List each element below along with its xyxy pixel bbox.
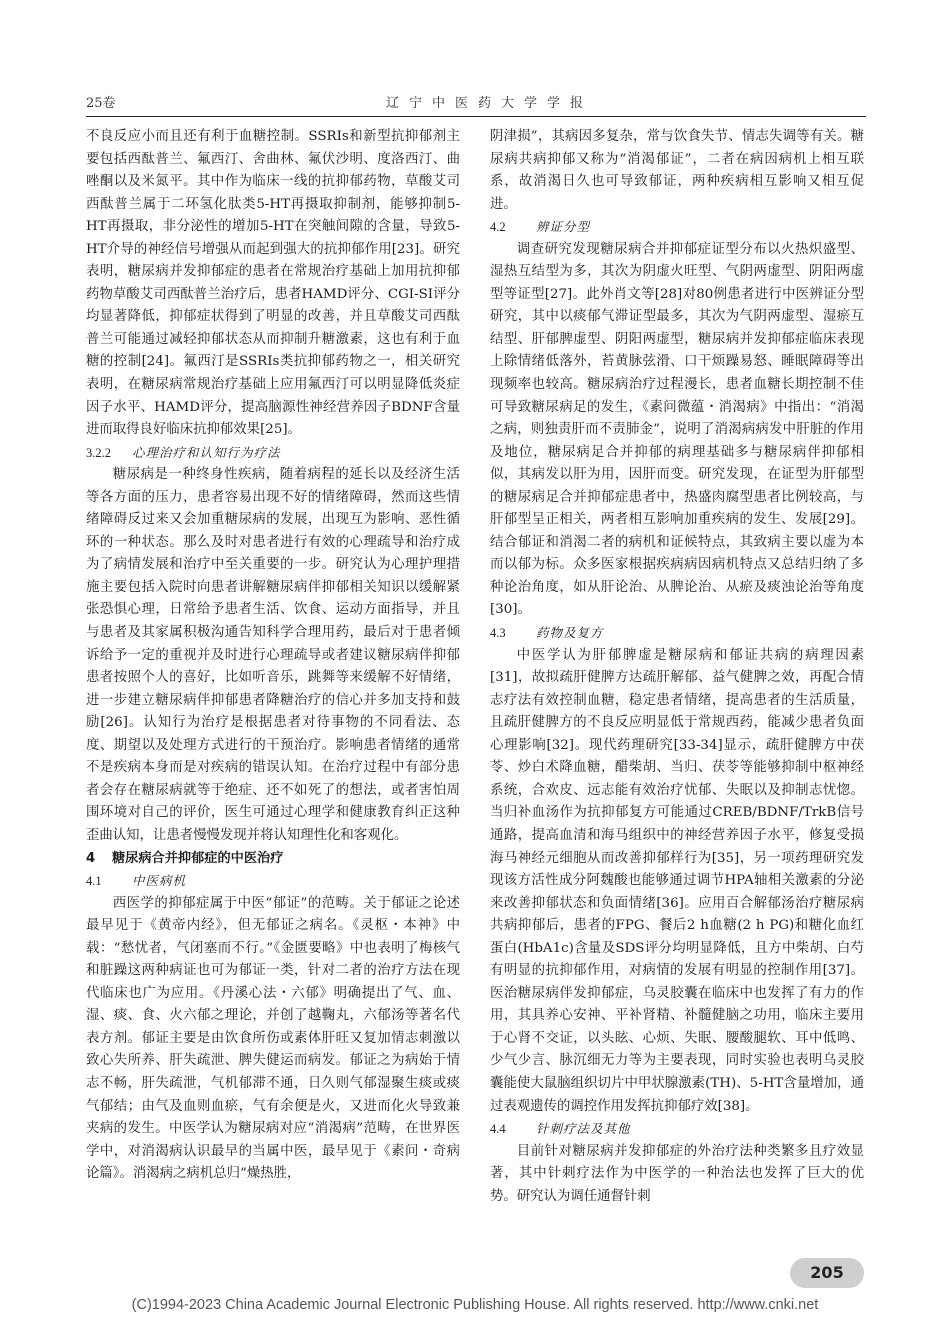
section-heading-4-3 — [490, 622, 864, 645]
section-heading-4 — [86, 848, 460, 871]
section-heading-4-2 — [490, 216, 864, 239]
section-number: 4 — [86, 850, 96, 866]
section-heading-4-4 — [490, 1118, 864, 1141]
paragraph: 目前针对糖尿病并发抑郁症的外治疗法种类繁多且疗效显著，其中针刺疗法作为中医学的一种治法也发挥了巨大的优势。研究认为调任通督针刺 — [490, 1143, 864, 1204]
header-rule — [86, 116, 866, 117]
section-title: 针刺疗法及其他 — [536, 1121, 631, 1137]
section-number: 4.2 — [490, 220, 506, 235]
section-heading-3-2-2 — [86, 442, 460, 465]
paragraph: 调查研究发现糖尿病合并抑郁症证型分布以火热炽盛型、湿热互结型为多，其次为阴虚火旺型、气阴两虚型、阴阳两虚型等证型[27]。此外肖文等[28]对80例患者进行中医辨证分型研究，其中以痰郁气滞证型最多，其次为气阴两虚型、湿瘀互结型、肝郁脾虚型、阴阳两虚型，糖尿病并发抑郁症临床表现上除情绪低落外，苔黄脉弦滑、口干烦躁易怒、睡眠障碍等出现频率也较高。糖尿病治疗过程漫长，患者血糖长期控制不佳可导致糖尿病足的发生，《素问微蕴・消渴病》中指出：“消渴之病，则独责肝而不责肺金”，说明了消渴病病发中肝脏的作用及地位，糖尿病足合并抑郁的病理基础多与糖尿病伴抑郁相似，其病发以肝为用，因肝而变。研究发现，在证型为肝郁型的糖尿病足合并抑郁症患者中，热盛肉腐型患者比例较高，与肝郁型呈正相关，两者相互影响加重疾病的发生、发展[29]。结合郁证和消渴二者的病机和证候特点，其致病主要以虚为本而以郁为标。众多医家根据疾病病因病机特点又总结归纳了多种论治角度，如从肝论治、从脾论治、从瘀及痰浊论治等角度[30]。 — [490, 241, 864, 618]
section-title: 药物及复方 — [536, 625, 604, 641]
paragraph: 西医学的抑郁症属于中医“郁证”的范畴。关于郁证之论述最早见于《黄帝内经》，但无郁证之病名。《灵枢・本神》中载：“愁忧者，气闭塞而不行。”《金匮要略》中也表明了梅核气和脏躁这两种病证也可为郁证一类，针对二者的治疗方法在现代临床也广为应用。《丹溪心法・六郁》明确提出了气、血、湿、痰、食、火六郁之理论，并创了越鞠丸，六郁汤等著名代表方剂。郁证主要是由饮食所伤或素体肝旺又复加情志刺激以致心失所养、肝失疏泄、脾失健运而病发。郁证之为病始于情志不畅，肝失疏泄，气机郁滞不通，日久则气郁湿聚生痰或痰气郁结；由气及血则血瘀，气有余便是火，又进而化火导致兼夹病的发生。中医学认为糖尿病对应“消渴病”范畴，在世界医学中，对消渴病认识最早的当属中医，最早见于《素问・奇病论篇》。消渴病之病机总归“燥热胜， — [86, 895, 460, 1182]
journal-title: 辽宁中医药大学学报 — [386, 96, 594, 111]
paragraph: 阴津损”，其病因多复杂，常与饮食失节、情志失调等有关。糖尿病共病抑郁又称为“消渴郁证”，二者在病因病机上相互联系，故消渴日久也可导致郁证，两种疾病相互影响又相互促进。 — [490, 129, 864, 212]
section-title: 辨证分型 — [536, 219, 591, 235]
section-title: 糖尿病合并抑郁症的中医治疗 — [112, 850, 284, 866]
section-number: 4.4 — [490, 1122, 506, 1137]
paragraph: 不良反应小而且还有利于血糖控制。SSRIs和新型抗抑郁剂主要包括西酞普兰、氟西汀、舍曲林、氟伏沙明、度洛西汀、曲唑酮以及米氮平。其中作为临床一线的抗抑郁药物，草酸艾司西酞普兰属于二环氢化肽类5-HT再摄取抑制剂，能够抑制5-HT再摄取，非分泌性的增加5-HT在突触间隙的含量，导致5-HT介导的神经信号增强从而起到强大的抗抑郁作用[23]。研究表明，糖尿病并发抑郁症的患者在常规治疗基础上加用抗抑郁药物草酸艾司西酞普兰治疗后，患者HAMD评分、CGI-SI评分均显著降低，抑郁症状得到了明显的改善，并且草酸艾司西酞普兰可能通过减轻抑郁状态从而抑制升糖激素，这也有利于血糖的控制[24]。氟西汀是SSRIs类抗抑郁药物之一，相关研究表明，在糖尿病常规治疗基础上应用氟西汀可以明显降低炎症因子水平、HAMD评分，提高脑源性神经营养因子BDNF含量进而取得良好临床抗抑郁效果[25]。 — [86, 129, 460, 438]
left-column — [86, 126, 460, 1186]
running-header — [86, 92, 866, 116]
paragraph: 中医学认为肝郁脾虚是糖尿病和郁证共病的病理因素[31]，故拟疏肝健脾方达疏肝解郁、益气健脾之效，再配合情志疗法有效控制血糖，稳定患者情绪，提高患者的生活质量，且疏肝健脾方的不良反应明显低于常规西药，能减少患者负面心理影响[32]。现代药理研究[33-34]显示，疏肝健脾方中茯苓、炒白术降血糖，醋柴胡、当归、茯苓等能够抑制中枢神经系统，合欢皮、远志能有效治疗忧郁、失眠以及抑制志忧惚。当归补血汤作为抗抑郁复方可能通过CREB/BDNF/TrkB信号通路，提高血清和海马组织中的神经营养因子水平，修复受损海马神经元细胞从而改善抑郁样行为[35]，另一项药理研究发现该方活性成分阿魏酸也能够通过调节HPA轴相关激素的分泌来改善抑郁状态和负面情绪[36]。应用百合解郁汤治疗糖尿病共病抑郁后，患者的FPG、餐后2 h血糖(2 h PG)和糖化血红蛋白(HbA1c)含量及SDS评分均明显降低，且方中柴胡、白芍有明显的抗抑郁作用，对病情的发展有明显的控制作用[37]。医治糖尿病伴发抑郁症，乌灵胶囊在临床中也发挥了有力的作用，其具养心安神、平补肾精、补髓健脑之功用，临床主要用于心肾不交证，以头眩、心烦、失眠、腰酸腿软、耳中低鸣、少气少言、脉沉细无力等为主要表现，同时实验也表明乌灵胶囊能使大鼠脑组织切片中甲状腺激素(TH)、5-HT含量增加，通过表观遗传的调控作用发挥抗抑郁疗效[38]。 — [490, 647, 864, 1114]
section-title: 中医病机 — [132, 873, 187, 889]
copyright-footer: (C)1994-2023 China Academic Journal Electronic Publishing House. All rights reserved. http://www.cnki.net — [131, 1297, 819, 1313]
right-column — [490, 126, 864, 1208]
paragraph: 糖尿病是一种终身性疾病，随着病程的延长以及经济生活等各方面的压力，患者容易出现不好的情绪障碍，然而这些情绪障碍反过来又会加重糖尿病的发展，出现互为影响、恶性循环的一种状态。那么及时对患者进行有效的心理疏导和治疗成为了病情发展和治疗中至关重要的一步。研究认为心理护理措施主要包括入院时向患者讲解糖尿病伴抑郁相关知识以缓解紧张恐惧心理，日常给予患者生活、饮食、运动方面指导，并且与患者及其家属积极沟通告知科学合理用药，最后对于患者倾诉给予一定的重视并及时进行心理疏导或者建议糖尿病伴抑郁患者按照个人的喜好，比如听音乐，跳舞等来缓解不好情绪，进一步建立糖尿病伴抑郁患者降糖治疗的信心并多加支持和鼓励[26]。认知行为治疗是根据患者对待事物的不同看法、态度、期望以及处理方式进行的干预治疗。影响患者情绪的通常不是疾病本身而是对疾病的错误认知。在治疗过程中有部分患者会存在糖尿病就等于绝症、还不如死了的想法，或者害怕周围环境对自己的评价，医生可通过心理学和健康教育纠正这种歪曲认知，让患者慢慢发现并将认知理性化和客观化。 — [86, 467, 460, 843]
section-number: 3.2.2 — [86, 445, 111, 460]
section-title: 心理治疗和认知行为疗法 — [132, 444, 281, 460]
section-number: 4.3 — [490, 626, 506, 641]
section-heading-4-1 — [86, 870, 460, 893]
page-number-badge: 205 — [790, 1258, 864, 1288]
volume-label: 25卷 — [86, 96, 116, 111]
section-number: 4.1 — [86, 874, 102, 889]
